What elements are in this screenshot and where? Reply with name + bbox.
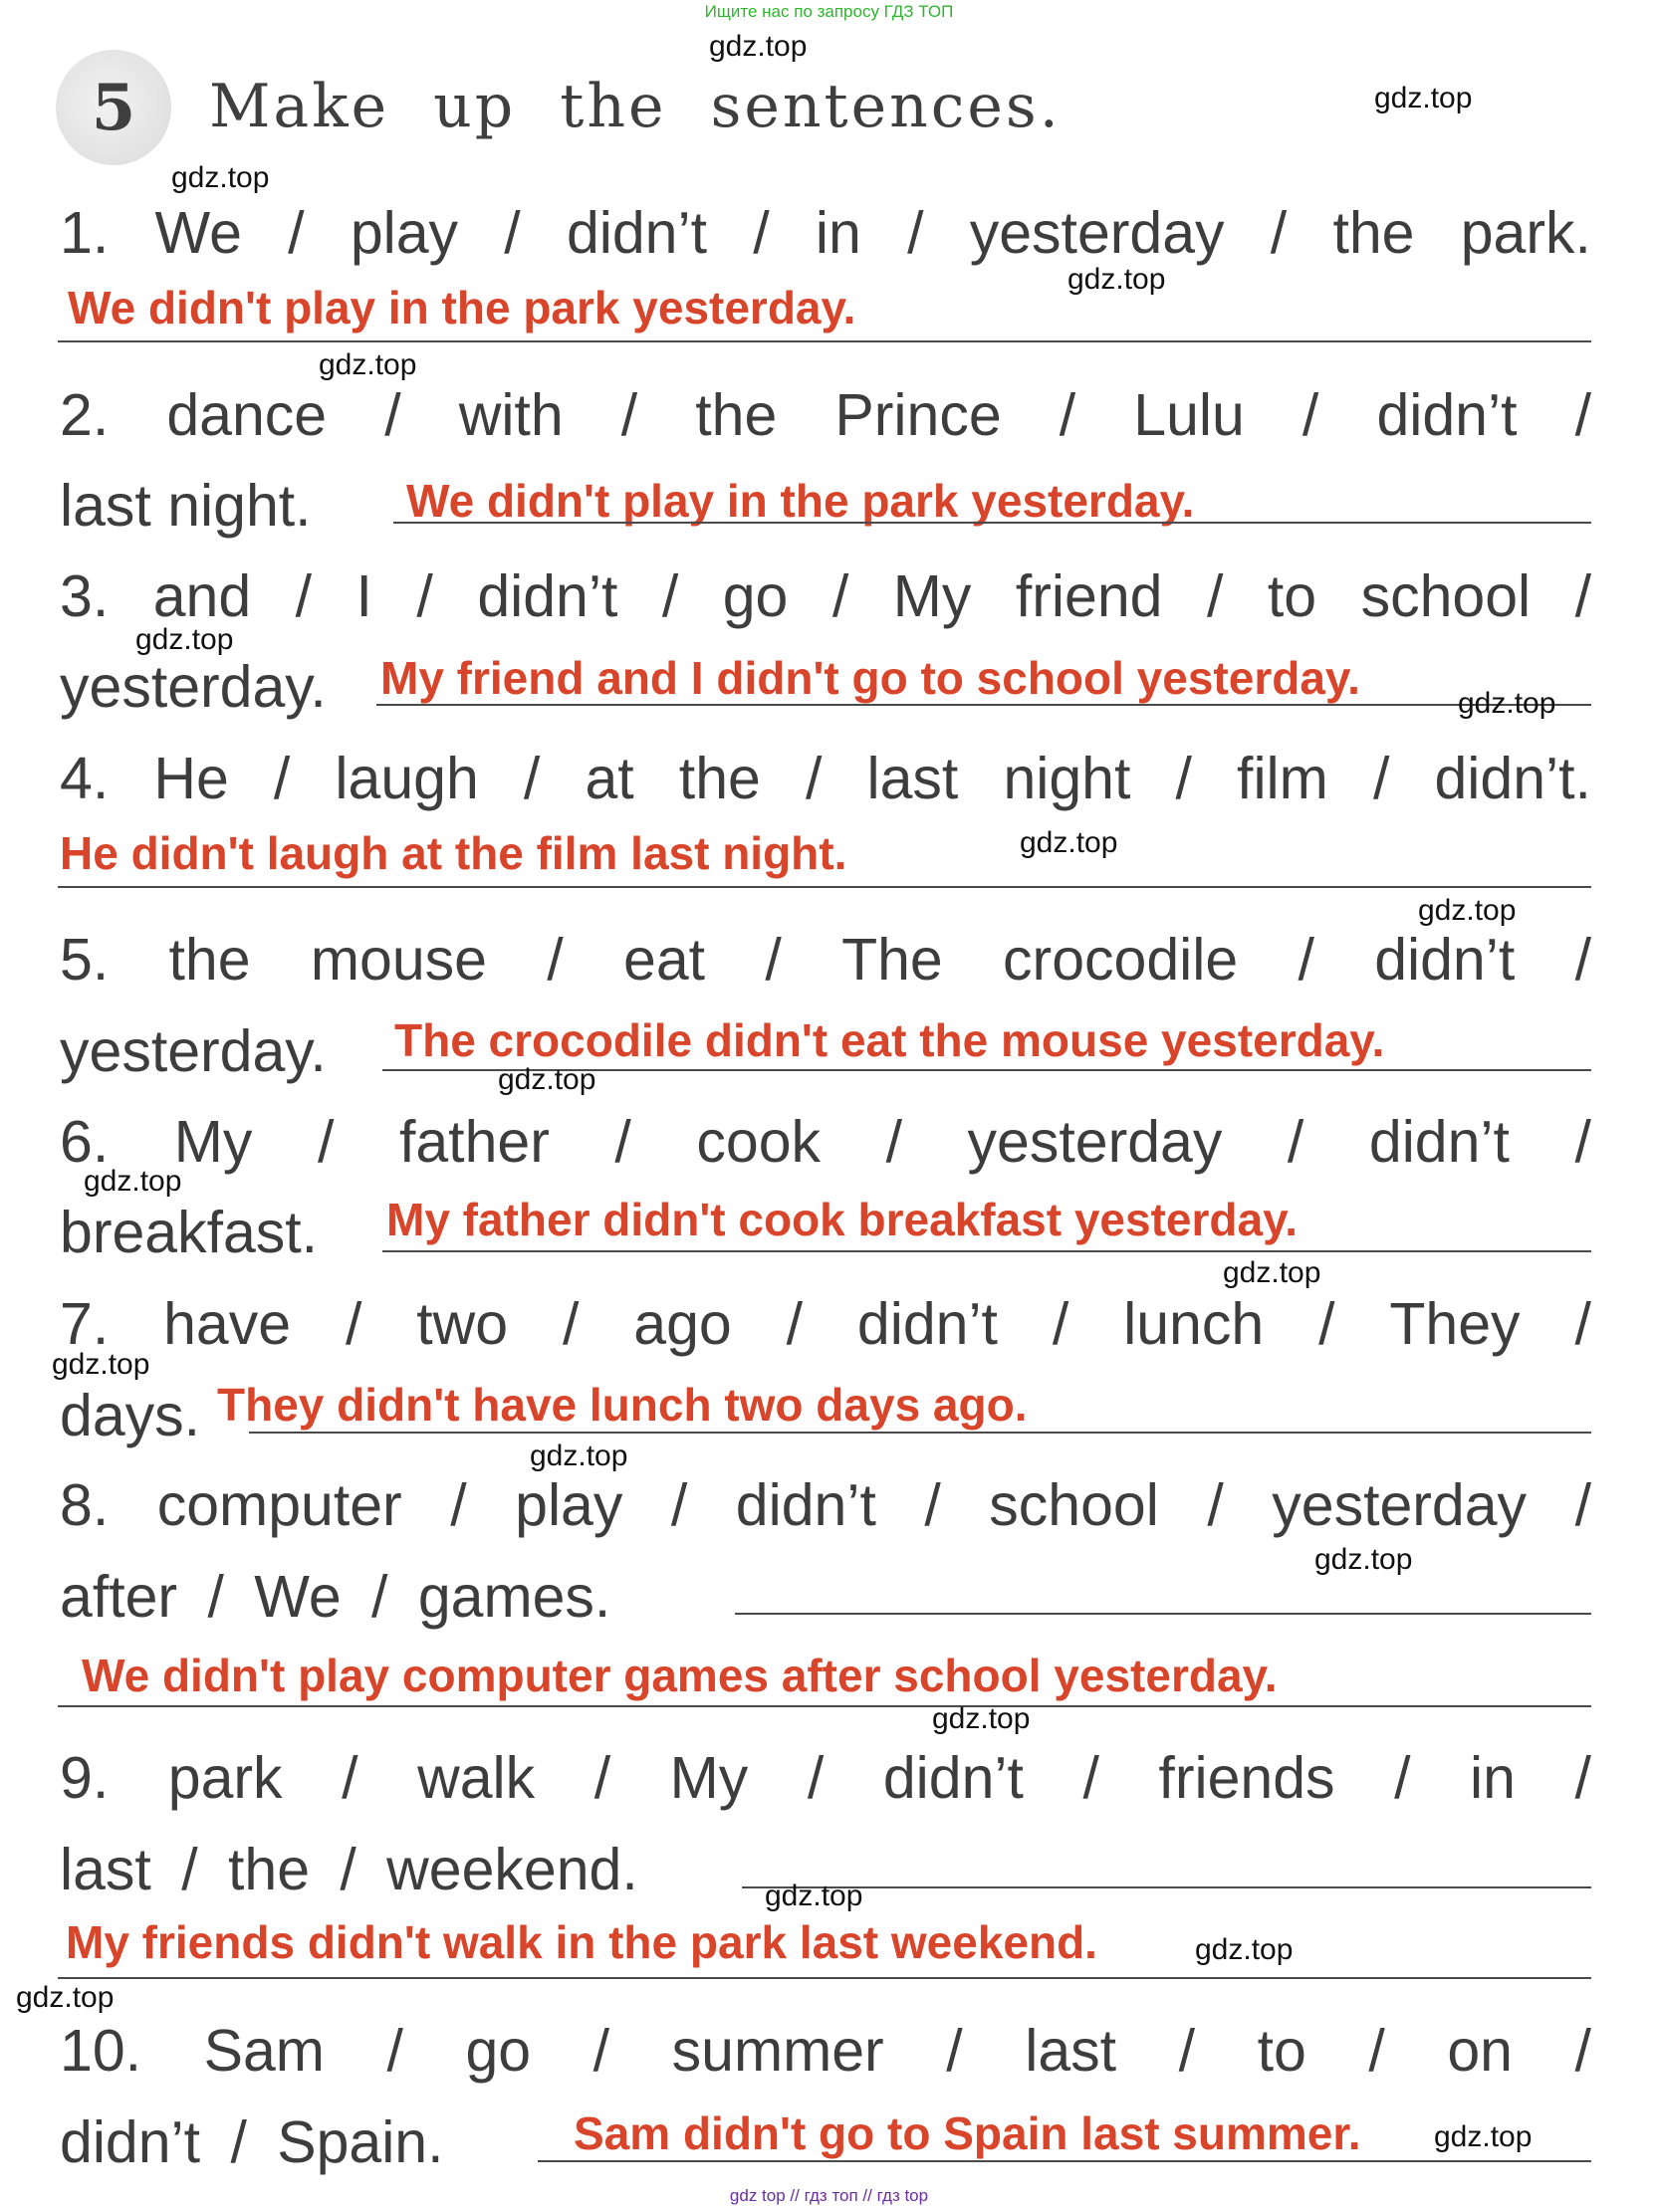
separator-slash: / [592, 2018, 610, 2084]
prompt-word: didn’t. [1434, 746, 1591, 811]
prompt-word: play [515, 1472, 623, 1538]
prompt-word: mouse [310, 927, 487, 993]
prompt-word: He [153, 746, 229, 811]
prompt-word: 1. [60, 200, 110, 266]
prompt-word: The [841, 927, 943, 993]
watermark: gdz.top [319, 348, 417, 381]
prompt-item-5-cont: yesterday. [60, 1018, 327, 1084]
prompt-word: play [350, 200, 459, 266]
answer-item-4: He didn't laugh at the film last night. [60, 827, 847, 879]
watermark: gdz.top [498, 1063, 596, 1096]
prompt-word: 5. [60, 927, 110, 993]
watermark: gdz.top [84, 1165, 182, 1198]
answer-line-9b [58, 1977, 1591, 1979]
separator-slash: / [786, 1291, 804, 1357]
prompt-word: school [1360, 563, 1532, 629]
separator-slash: / [1207, 1472, 1224, 1538]
separator-slash: / [345, 1291, 362, 1357]
prompt-word: 10. [60, 2018, 142, 2084]
separator-slash: / [1178, 2018, 1196, 2084]
separator-slash: / [295, 563, 313, 629]
answer-line-8b [58, 1705, 1591, 1707]
answer-item-3: My friend and I didn't go to school yesterday. [380, 652, 1360, 704]
prompt-word: My [669, 1745, 749, 1811]
separator-slash: / [384, 382, 401, 448]
prompt-item-9 [60, 1744, 1591, 1812]
watermark: gdz.top [530, 1439, 628, 1472]
watermark: gdz.top [1223, 1256, 1321, 1289]
prompt-item-4 [60, 745, 1591, 812]
separator-slash: / [670, 1472, 688, 1538]
separator-slash: / [416, 563, 433, 629]
answer-item-9: My friends didn't walk in the park last weekend. [66, 1916, 1097, 1968]
prompt-word: walk [417, 1745, 536, 1811]
prompt-item-8-cont: after / We / games. [60, 1564, 611, 1630]
prompt-word: yesterday [1272, 1472, 1528, 1538]
separator-slash: / [1372, 746, 1390, 811]
separator-slash: / [342, 1745, 358, 1811]
prompt-word: father [398, 1109, 550, 1175]
answer-item-1: We didn't play in the park yesterday. [68, 282, 856, 333]
prompt-item-10 [60, 2017, 1591, 2085]
watermark: gdz.top [1434, 2120, 1533, 2153]
separator-slash: / [1574, 1745, 1591, 1811]
answer-line-3 [376, 704, 1591, 706]
prompt-word: go [722, 563, 789, 629]
prompt-word: dance [166, 382, 328, 448]
separator-slash: / [1574, 382, 1591, 448]
separator-slash: / [1574, 563, 1591, 629]
prompt-word: to [1267, 563, 1317, 629]
prompt-word: have [163, 1291, 292, 1357]
prompt-word: the [168, 927, 251, 993]
prompt-word: didn’t [856, 1291, 998, 1357]
prompt-word: They [1389, 1291, 1521, 1357]
separator-slash: / [1394, 1745, 1411, 1811]
separator-slash: / [620, 382, 638, 448]
separator-slash: / [1574, 1291, 1591, 1357]
watermark: gdz.top [1195, 1933, 1294, 1966]
prompt-word: Prince [834, 382, 1002, 448]
prompt-word: Lulu [1133, 382, 1245, 448]
prompt-word: 4. [60, 746, 110, 811]
prompt-word: friend [1015, 563, 1163, 629]
separator-slash: / [1368, 2018, 1385, 2084]
prompt-word: didn’t [882, 1745, 1024, 1811]
separator-slash: / [907, 200, 924, 266]
separator-slash: / [1298, 927, 1314, 993]
separator-slash: / [1059, 382, 1076, 448]
answer-line-9a [742, 1886, 1591, 1888]
prompt-word: the [695, 382, 778, 448]
prompt-word: computer [156, 1472, 402, 1538]
watermark: gdz.top [1374, 82, 1473, 114]
prompt-word: 9. [60, 1745, 110, 1811]
prompt-word: with [458, 382, 564, 448]
separator-slash: / [547, 927, 564, 993]
separator-slash: / [765, 927, 782, 993]
answer-line-6 [382, 1250, 1591, 1252]
prompt-word: friends [1158, 1745, 1335, 1811]
separator-slash: / [318, 1109, 335, 1175]
prompt-word: film [1237, 746, 1328, 811]
prompt-word: My [892, 563, 972, 629]
prompt-word: laugh [335, 746, 479, 811]
prompt-word: cook [696, 1109, 822, 1175]
watermark: gdz.top [932, 1702, 1031, 1735]
prompt-item-6 [60, 1108, 1591, 1176]
separator-slash: / [1175, 746, 1192, 811]
prompt-word: two [416, 1291, 509, 1357]
prompt-item-1 [60, 199, 1591, 267]
prompt-word: I [355, 563, 372, 629]
prompt-item-10-cont: didn’t / Spain. [60, 2109, 444, 2175]
prompt-word: at [585, 746, 634, 811]
prompt-word: 8. [60, 1472, 110, 1538]
separator-slash: / [288, 200, 305, 266]
prompt-item-2-cont: last night. [60, 473, 312, 539]
prompt-word: go [465, 2018, 532, 2084]
separator-slash: / [523, 746, 541, 811]
separator-slash: / [1574, 1472, 1591, 1538]
prompt-word: in [815, 200, 861, 266]
answer-item-7: They didn't have lunch two days ago. [217, 1379, 1028, 1431]
separator-slash: / [614, 1109, 631, 1175]
prompt-word: last [1025, 2018, 1117, 2084]
separator-slash: / [1318, 1291, 1335, 1357]
prompt-item-7-cont: days. [60, 1383, 201, 1448]
footer-text: gdz top // гдз топ // гдз top [729, 2186, 929, 2205]
separator-slash: / [946, 2018, 963, 2084]
answer-line-1 [58, 340, 1591, 342]
answer-item-5: The crocodile didn't eat the mouse yesterday. [394, 1014, 1385, 1066]
prompt-word: 6. [60, 1109, 110, 1175]
exercise-title: Make up the sentences. [209, 72, 1062, 141]
separator-slash: / [386, 2018, 403, 2084]
separator-slash: / [1574, 1109, 1591, 1175]
prompt-word: last [866, 746, 959, 811]
answer-line-8a [735, 1613, 1591, 1615]
separator-slash: / [273, 746, 291, 811]
prompt-word: lunch [1123, 1291, 1265, 1357]
prompt-word: My [173, 1109, 253, 1175]
prompt-item-8 [60, 1471, 1591, 1539]
answer-line-10 [538, 2160, 1591, 2162]
separator-slash: / [661, 563, 679, 629]
prompt-word: We [154, 200, 242, 266]
prompt-item-5 [60, 926, 1591, 994]
prompt-word: park [167, 1745, 283, 1811]
watermark: gdz.top [1314, 1543, 1413, 1576]
prompt-word: the [1332, 200, 1415, 266]
watermark: gdz.top [1067, 263, 1166, 296]
prompt-word: 2. [60, 382, 110, 448]
prompt-word: didn’t [1374, 927, 1516, 993]
separator-slash: / [504, 200, 521, 266]
separator-slash: / [1270, 200, 1288, 266]
prompt-word: school [989, 1472, 1159, 1538]
exercise-number-badge [56, 50, 171, 165]
top-banner-text: Ищите нас по запросу ГДЗ ТОП [704, 2, 954, 21]
prompt-word: park. [1460, 200, 1591, 266]
separator-slash: / [1574, 2018, 1591, 2084]
answer-line-4 [58, 886, 1591, 888]
prompt-word: crocodile [1003, 927, 1239, 993]
prompt-item-7 [60, 1290, 1591, 1358]
separator-slash: / [831, 563, 849, 629]
watermark: gdz.top [16, 1981, 115, 2014]
watermark: gdz.top [1020, 826, 1118, 859]
separator-slash: / [885, 1109, 902, 1175]
prompt-item-2 [60, 381, 1591, 449]
prompt-word: 3. [60, 563, 110, 629]
watermark: gdz.top [765, 1880, 863, 1912]
separator-slash: / [593, 1745, 611, 1811]
answer-line-7 [249, 1432, 1591, 1434]
prompt-item-3-cont: yesterday. [60, 654, 327, 720]
watermark: gdz.top [171, 161, 270, 194]
watermark: gdz.top [52, 1348, 150, 1381]
answer-item-6: My father didn't cook breakfast yesterday. [386, 1194, 1299, 1245]
separator-slash: / [1302, 382, 1319, 448]
watermark: gdz.top [709, 30, 808, 63]
separator-slash: / [450, 1472, 467, 1538]
prompt-item-3 [60, 562, 1591, 630]
prompt-word: to [1257, 2018, 1306, 2084]
answer-item-8: We didn't play computer games after school yesterday. [82, 1650, 1278, 1701]
prompt-word: the [678, 746, 761, 811]
separator-slash: / [562, 1291, 580, 1357]
watermark: gdz.top [1418, 894, 1517, 927]
prompt-word: didn’t [735, 1472, 876, 1538]
separator-slash: / [807, 1745, 825, 1811]
prompt-word: ago [633, 1291, 732, 1357]
separator-slash: / [1574, 927, 1591, 993]
prompt-word: on [1447, 2018, 1513, 2084]
prompt-word: Sam [203, 2018, 325, 2084]
separator-slash: / [805, 746, 823, 811]
prompt-word: yesterday [969, 200, 1225, 266]
prompt-word: eat [623, 927, 706, 993]
prompt-word: in [1470, 1745, 1516, 1811]
prompt-word: yesterday [967, 1109, 1223, 1175]
answer-line-2 [393, 522, 1591, 524]
prompt-word: didn’t [1368, 1109, 1510, 1175]
separator-slash: / [1287, 1109, 1304, 1175]
prompt-word: night [1003, 746, 1131, 811]
prompt-word: didn’t [1376, 382, 1518, 448]
exercise-number: 5 [91, 70, 136, 145]
prompt-word: didn’t [477, 563, 618, 629]
prompt-item-6-cont: breakfast. [60, 1200, 319, 1265]
prompt-word: and [152, 563, 252, 629]
separator-slash: / [924, 1472, 941, 1538]
separator-slash: / [1206, 563, 1224, 629]
prompt-word: summer [671, 2018, 884, 2084]
separator-slash: / [753, 200, 770, 266]
separator-slash: / [1052, 1291, 1069, 1357]
prompt-word: didn’t [566, 200, 707, 266]
watermark: gdz.top [1458, 687, 1556, 720]
prompt-word: 7. [60, 1291, 110, 1357]
answer-item-10: Sam didn't go to Spain last summer. [574, 2107, 1361, 2159]
watermark: gdz.top [135, 623, 234, 656]
separator-slash: / [1082, 1745, 1099, 1811]
prompt-item-9-cont: last / the / weekend. [60, 1837, 638, 1902]
answer-item-2: We didn't play in the park yesterday. [406, 475, 1195, 527]
